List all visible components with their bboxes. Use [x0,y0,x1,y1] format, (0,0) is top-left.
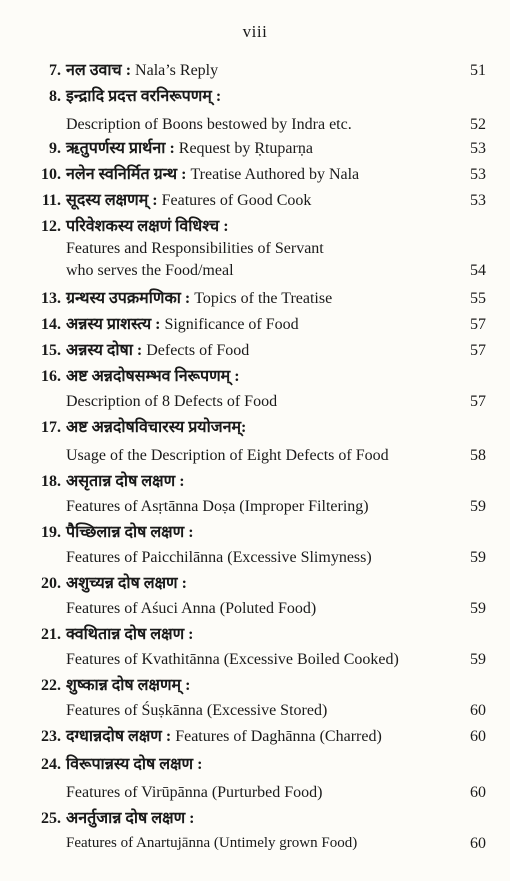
page-ref: 58 [470,447,486,464]
english-title: Features of Anartujānna (Untimely grown Food) [66,835,358,851]
devanagari-title: विरूपान्नस्य दोष लक्षण : [66,756,203,773]
page-ref: 59 [470,651,486,668]
entry-heading: नलेन स्वनिर्मित ग्रन्थ : Treatise Authored by Nala [66,166,360,183]
devanagari-title: अन्नस्य प्राशस्त्य [66,316,152,333]
toc-entry [26,522,492,573]
page-ref: 57 [470,316,486,333]
toc-line [26,649,492,671]
devanagari-title: असृतान्न दोष लक्षण : [66,473,185,490]
entry-number: 14. [41,316,61,333]
toc-line [26,114,492,136]
entry-number: 8. [49,88,61,105]
devanagari-title: परिवेशकस्य लक्षणं विधिश्च : [66,218,229,235]
toc-line [26,675,492,697]
english-title: Request by Ṛtuparṇa [178,140,313,157]
page-ref: 59 [470,600,486,617]
toc-line [26,496,492,518]
toc-line [26,471,492,493]
toc-line [26,288,492,310]
toc-line [26,366,492,388]
page-ref: 53 [470,166,486,183]
entry-number: 15. [41,342,61,359]
devanagari-title: अशुच्यन्न दोष लक्षण : [66,575,187,592]
entry-number: 21. [41,626,61,643]
toc-line [26,164,492,186]
devanagari-title: अन्नस्य दोषा [66,342,133,359]
entry-number: 17. [41,419,61,436]
devanagari-title: शुष्कान्न दोष लक्षणम् : [66,677,191,694]
entry-number: 20. [41,575,61,592]
devanagari-title: नलेन स्वनिर्मित ग्रन्थ [66,166,178,183]
page-ref: 54 [470,262,486,279]
toc-line [26,391,492,413]
devanagari-title: इन्द्रादि प्रदत्त वरनिरूपणम् : [66,88,222,105]
page-ref: 55 [470,290,486,307]
entry-number: 22. [41,677,61,694]
toc-entry [26,417,492,471]
english-title: Description of 8 Defects of Food [66,393,278,410]
toc-line [26,782,492,804]
toc-line [26,833,492,855]
entry-number: 7. [49,62,61,79]
devanagari-title: ऋतुपर्णस्य प्रार्थना [66,140,166,157]
english-title: Features of Asṛtānna Doṣa (Improper Filtering) [66,498,369,515]
toc-line [26,216,492,238]
toc-line [26,260,492,282]
toc-entry [26,216,492,288]
devanagari-title: ग्रन्थस्य उपक्रमणिका [66,290,181,307]
entry-number: 18. [41,473,61,490]
toc-entry [26,314,492,340]
toc-line [26,417,492,439]
toc-line [26,190,492,212]
english-title: Treatise Authored by Nala [190,166,360,183]
toc-line [26,138,492,160]
english-title: Description of Boons bestowed by Indra etc. [66,116,352,133]
toc-line [26,86,492,108]
english-title: Significance of Food [164,316,299,333]
toc-entry [26,340,492,366]
toc-line [26,522,492,544]
toc-entry [26,624,492,675]
english-title: Nala’s Reply [135,62,219,79]
page-ref: 57 [470,342,486,359]
toc-line [26,340,492,362]
toc-entry [26,726,492,754]
page-ref: 60 [470,702,486,719]
toc-entry [26,86,492,138]
toc-entry [26,675,492,726]
devanagari-title: अष्ट अन्नदोषसम्भव निरूपणम् : [66,368,240,385]
english-title: Features of Aśuci Anna (Poluted Food) [66,600,317,617]
toc-line [26,726,492,748]
table-of-contents [26,60,492,860]
toc-entry [26,288,492,314]
page-ref: 60 [470,784,486,801]
english-title: Features of Virūpānna (Purturbed Food) [66,784,323,801]
english-title: Features of Śuṣkānna (Excessive Stored) [66,702,328,719]
page-ref: 60 [470,835,486,852]
toc-entry [26,808,492,860]
page-ref: 52 [470,116,486,133]
toc-line [26,314,492,336]
toc-entry [26,471,492,522]
entry-number: 9. [49,140,61,157]
english-title: Features of Daghānna (Charred) [175,728,382,745]
entry-heading: अन्नस्य प्राशस्त्य : Significance of Food [66,316,299,333]
english-title: Features of Paicchilānna (Excessive Slimyness) [66,549,372,566]
entry-heading: अन्नस्य दोषा : Defects of Food [66,342,250,359]
toc-line [26,624,492,646]
toc-line [26,573,492,595]
entry-heading: ऋतुपर्णस्य प्रार्थना : Request by Ṛtuparṇa [66,140,313,157]
english-title: Defects of Food [146,342,250,359]
toc-line [26,754,492,776]
toc-entry [26,573,492,624]
entry-number: 23. [41,728,61,745]
entry-number: 16. [41,368,61,385]
english-title-continued: who serves the Food/meal [66,262,234,279]
english-title: Features of Good Cook [161,192,312,209]
toc-entry [26,754,492,808]
devanagari-title: अष्ट अन्नदोषविचारस्य प्रयोजनम्: [66,419,247,436]
entry-number: 24. [41,756,61,773]
entry-heading: दग्धान्नदोष लक्षण : Features of Daghānna (Charred) [66,728,382,745]
page-ref: 53 [470,192,486,209]
english-title: Features of Kvathitānna (Excessive Boiled Cooked) [66,651,399,668]
devanagari-title: पैच्छिलान्न दोष लक्षण : [66,524,194,541]
page-ref: 59 [470,549,486,566]
page-ref: 59 [470,498,486,515]
entry-number: 19. [41,524,61,541]
english-title: Usage of the Description of Eight Defects of Food [66,447,389,464]
toc-line [26,598,492,620]
toc-line [26,445,492,467]
toc-line [26,700,492,722]
devanagari-title: दग्धान्नदोष लक्षण [66,728,162,745]
devanagari-title: नल उवाच [66,62,122,79]
entry-heading: सूदस्य लक्षणम् : Features of Good Cook [66,192,312,209]
devanagari-title: अनर्तुजान्न दोष लक्षण : [66,810,195,827]
toc-line [26,547,492,569]
toc-entry [26,190,492,216]
toc-entry [26,138,492,164]
devanagari-title: क्वथितान्न दोष लक्षण : [66,626,194,643]
english-title: Features and Responsibilities of Servant [66,240,324,257]
devanagari-title: सूदस्य लक्षणम् [66,192,149,209]
toc-line [26,808,492,830]
entry-number: 13. [41,290,61,307]
entry-number: 25. [41,810,61,827]
page-ref: 57 [470,393,486,410]
toc-entry [26,366,492,417]
toc-line [26,238,492,260]
entry-number: 10. [41,166,61,183]
entry-heading: नल उवाच : Nala’s Reply [66,62,219,79]
toc-line [26,60,492,82]
page-number: viii [242,22,268,41]
english-title: Topics of the Treatise [194,290,333,307]
entry-number: 11. [41,192,61,209]
page-ref: 53 [470,140,486,157]
toc-entry [26,164,492,190]
page-ref: 60 [470,728,486,745]
page-ref: 51 [470,62,486,79]
entry-number: 12. [41,218,61,235]
toc-entry [26,60,492,86]
entry-heading: ग्रन्थस्य उपक्रमणिका : Topics of the Treatise [66,290,333,307]
